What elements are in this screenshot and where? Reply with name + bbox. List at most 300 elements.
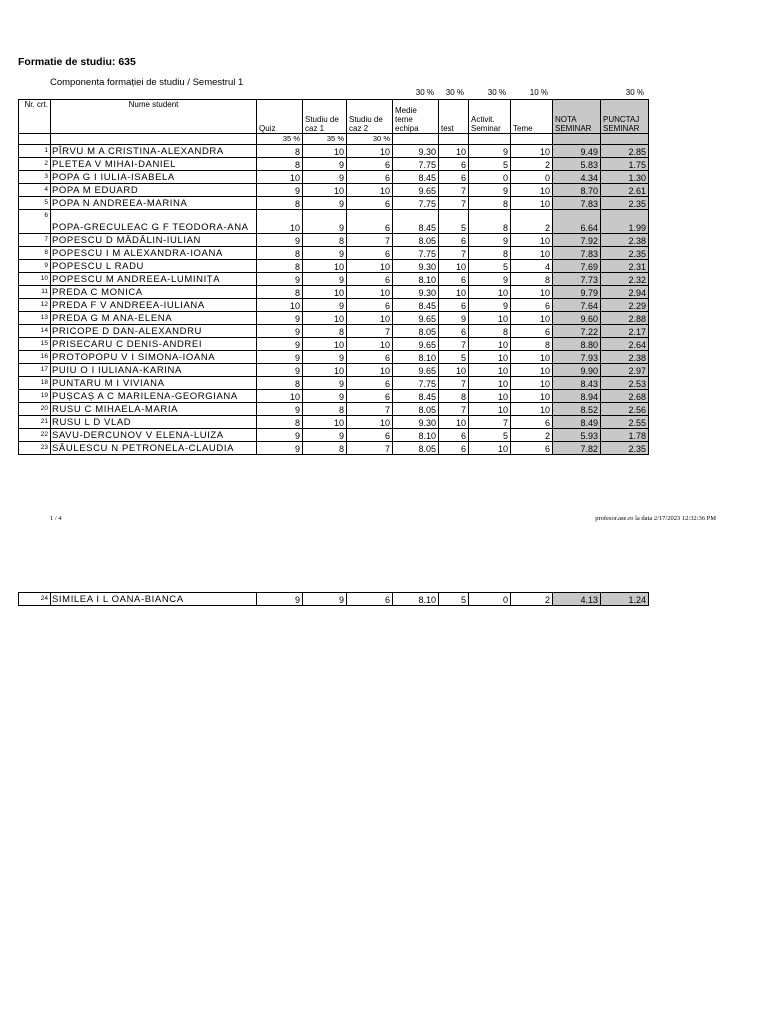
table-row (19, 442, 649, 455)
cell-caz2: 7 (347, 403, 393, 416)
student-name: POPESCU L RADU (51, 260, 257, 273)
table-row (19, 377, 649, 390)
row-number: 14 (19, 325, 51, 338)
cell-punctaj: 2.29 (601, 299, 649, 312)
cell-quiz: 10 (257, 210, 303, 234)
cell-nota: 5.83 (553, 158, 601, 171)
cell-punctaj: 2.88 (601, 312, 649, 325)
cell-nota: 6.64 (553, 210, 601, 234)
student-name: PRISECARU C DENIS-ANDREI (51, 338, 257, 351)
cell-medie: 8.45 (393, 171, 439, 184)
pct-caz2: 30 % (347, 134, 393, 145)
row-number: 23 (19, 442, 51, 455)
cell-punctaj: 1.75 (601, 158, 649, 171)
cell-activ: 5 (469, 429, 511, 442)
cell-activ: 8 (469, 247, 511, 260)
cell-quiz: 10 (257, 390, 303, 403)
weight-test: 30 % (445, 88, 464, 97)
weight-activ: 30 % (487, 88, 506, 97)
cell-nota: 4.13 (553, 593, 601, 606)
cell-teme: 10 (511, 247, 553, 260)
row-number: 20 (19, 403, 51, 416)
cell-teme: 6 (511, 325, 553, 338)
student-name: PUNTARU M I VIVIANA (51, 377, 257, 390)
cell-caz2: 10 (347, 145, 393, 158)
header-nr: Nr. crt. (19, 100, 51, 134)
cell-punctaj: 1.30 (601, 171, 649, 184)
weight-punctaj: 30 % (625, 88, 644, 97)
cell-caz1: 8 (303, 234, 347, 247)
cell-activ: 10 (469, 390, 511, 403)
cell-punctaj: 2.61 (601, 184, 649, 197)
cell-caz1: 9 (303, 273, 347, 286)
cell-activ: 9 (469, 184, 511, 197)
student-name: POPA G I IULIA-ISABELA (51, 171, 257, 184)
cell-nota: 8.49 (553, 416, 601, 429)
pct-empty (469, 134, 511, 145)
cell-caz2: 6 (347, 377, 393, 390)
cell-teme: 6 (511, 416, 553, 429)
cell-nota: 8.52 (553, 403, 601, 416)
cell-activ: 10 (469, 351, 511, 364)
pct-empty (439, 134, 469, 145)
cell-test: 6 (439, 442, 469, 455)
student-name: POPESCU I M ALEXANDRA-IOANA (51, 247, 257, 260)
row-number: 5 (19, 197, 51, 210)
cell-medie: 9.65 (393, 338, 439, 351)
cell-quiz: 9 (257, 593, 303, 606)
student-name: RUSU C MIHAELA-MARIA (51, 403, 257, 416)
pct-caz1: 35 % (303, 134, 347, 145)
cell-activ: 9 (469, 234, 511, 247)
cell-teme: 10 (511, 197, 553, 210)
cell-quiz: 8 (257, 286, 303, 299)
cell-activ: 0 (469, 593, 511, 606)
table-row (19, 260, 649, 273)
pct-empty (601, 134, 649, 145)
student-name: PREDA C MONICA (51, 286, 257, 299)
cell-caz1: 9 (303, 377, 347, 390)
cell-caz1: 9 (303, 390, 347, 403)
cell-medie: 8.05 (393, 325, 439, 338)
cell-caz1: 9 (303, 429, 347, 442)
cell-nota: 9.79 (553, 286, 601, 299)
cell-caz2: 7 (347, 325, 393, 338)
row-number: 1 (19, 145, 51, 158)
table-row (19, 429, 649, 442)
cell-caz1: 9 (303, 197, 347, 210)
cell-caz1: 9 (303, 158, 347, 171)
cell-punctaj: 1.99 (601, 210, 649, 234)
cell-test: 10 (439, 260, 469, 273)
header-activ: Activit. Seminar (469, 100, 511, 134)
table-row (19, 416, 649, 429)
cell-punctaj: 2.94 (601, 286, 649, 299)
header-nota: NOTA SEMINAR (553, 100, 601, 134)
cell-caz2: 10 (347, 312, 393, 325)
cell-punctaj: 2.85 (601, 145, 649, 158)
weight-teme: 10 % (529, 88, 548, 97)
cell-quiz: 9 (257, 312, 303, 325)
cell-nota: 7.93 (553, 351, 601, 364)
cell-caz1: 10 (303, 184, 347, 197)
header-quiz: Quiz (257, 100, 303, 134)
row-number: 6 (19, 210, 51, 234)
cell-quiz: 8 (257, 247, 303, 260)
student-name: POPA-GRECULEAC G F TEODORA-ANA (51, 210, 257, 234)
cell-test: 6 (439, 158, 469, 171)
cell-caz1: 10 (303, 416, 347, 429)
cell-caz2: 7 (347, 234, 393, 247)
cell-caz1: 9 (303, 299, 347, 312)
cell-test: 9 (439, 312, 469, 325)
table-body-continued (19, 593, 649, 606)
cell-punctaj: 1.24 (601, 593, 649, 606)
cell-nota: 7.69 (553, 260, 601, 273)
cell-medie: 8.10 (393, 351, 439, 364)
table-row (19, 299, 649, 312)
row-number: 17 (19, 364, 51, 377)
cell-caz2: 7 (347, 442, 393, 455)
cell-punctaj: 2.56 (601, 403, 649, 416)
student-name: POPA M EDUARD (51, 184, 257, 197)
cell-punctaj: 2.38 (601, 234, 649, 247)
table-row (19, 364, 649, 377)
student-name: PRICOPE D DAN-ALEXANDRU (51, 325, 257, 338)
table-row (19, 171, 649, 184)
cell-punctaj: 2.35 (601, 247, 649, 260)
table-row (19, 210, 649, 234)
cell-activ: 10 (469, 286, 511, 299)
cell-caz1: 10 (303, 260, 347, 273)
cell-quiz: 10 (257, 299, 303, 312)
cell-activ: 8 (469, 325, 511, 338)
student-name: SAVU-DERCUNOV V ELENA-LUIZA (51, 429, 257, 442)
cell-medie: 8.45 (393, 210, 439, 234)
cell-caz2: 10 (347, 364, 393, 377)
cell-test: 6 (439, 299, 469, 312)
cell-nota: 9.49 (553, 145, 601, 158)
cell-quiz: 9 (257, 338, 303, 351)
cell-activ: 5 (469, 158, 511, 171)
cell-nota: 7.92 (553, 234, 601, 247)
cell-test: 6 (439, 429, 469, 442)
cell-caz2: 10 (347, 260, 393, 273)
cell-caz1: 8 (303, 403, 347, 416)
cell-punctaj: 1.78 (601, 429, 649, 442)
cell-test: 7 (439, 184, 469, 197)
cell-quiz: 9 (257, 273, 303, 286)
percent-row (19, 134, 649, 145)
page-subtitle: Componenta formației de studiu / Semestrul 1 (50, 77, 244, 88)
table-row (19, 593, 649, 606)
page-number: 1 / 4 (50, 515, 62, 522)
header-punctaj: PUNCTAJ SEMINAR (601, 100, 649, 134)
cell-teme: 10 (511, 403, 553, 416)
row-number: 12 (19, 299, 51, 312)
cell-test: 5 (439, 593, 469, 606)
row-number: 15 (19, 338, 51, 351)
cell-medie: 9.30 (393, 286, 439, 299)
cell-teme: 10 (511, 390, 553, 403)
cell-caz2: 6 (347, 171, 393, 184)
cell-teme: 10 (511, 312, 553, 325)
cell-test: 5 (439, 210, 469, 234)
cell-test: 6 (439, 234, 469, 247)
cell-punctaj: 2.68 (601, 390, 649, 403)
cell-nota: 8.70 (553, 184, 601, 197)
cell-caz2: 6 (347, 273, 393, 286)
student-name: PLETEA V MIHAI-DANIEL (51, 158, 257, 171)
header-row (19, 100, 649, 134)
cell-test: 10 (439, 364, 469, 377)
cell-punctaj: 2.35 (601, 442, 649, 455)
weight-medie: 30 % (415, 88, 434, 97)
cell-test: 7 (439, 338, 469, 351)
cell-teme: 2 (511, 210, 553, 234)
cell-caz2: 10 (347, 184, 393, 197)
cell-nota: 9.90 (553, 364, 601, 377)
cell-nota: 8.43 (553, 377, 601, 390)
student-name: RUSU L D VLAD (51, 416, 257, 429)
cell-test: 8 (439, 390, 469, 403)
cell-nota: 4.34 (553, 171, 601, 184)
cell-teme: 0 (511, 171, 553, 184)
cell-medie: 8.10 (393, 429, 439, 442)
table-row (19, 390, 649, 403)
cell-test: 10 (439, 145, 469, 158)
cell-medie: 9.30 (393, 416, 439, 429)
cell-teme: 4 (511, 260, 553, 273)
grades-table-continued (18, 592, 649, 606)
pct-quiz: 35 % (257, 134, 303, 145)
cell-nota: 8.94 (553, 390, 601, 403)
cell-caz2: 10 (347, 338, 393, 351)
cell-caz1: 9 (303, 171, 347, 184)
student-name: PREDA F V ANDREEA-IULIANA (51, 299, 257, 312)
cell-teme: 10 (511, 351, 553, 364)
cell-quiz: 8 (257, 260, 303, 273)
cell-test: 7 (439, 197, 469, 210)
cell-caz2: 6 (347, 299, 393, 312)
table-row (19, 403, 649, 416)
cell-caz2: 6 (347, 429, 393, 442)
header-medie: Medie teme echipa (393, 100, 439, 134)
student-name: PUȘCAȘ A C MARILENA-GEORGIANA (51, 390, 257, 403)
cell-punctaj: 2.53 (601, 377, 649, 390)
cell-test: 6 (439, 273, 469, 286)
cell-activ: 8 (469, 197, 511, 210)
cell-activ: 9 (469, 273, 511, 286)
cell-medie: 8.45 (393, 299, 439, 312)
cell-caz1: 10 (303, 145, 347, 158)
cell-caz1: 10 (303, 286, 347, 299)
cell-punctaj: 2.64 (601, 338, 649, 351)
cell-teme: 10 (511, 234, 553, 247)
pct-empty (51, 134, 257, 145)
row-number: 18 (19, 377, 51, 390)
student-name: PROTOPOPU V I SIMONA-IOANA (51, 351, 257, 364)
table-row (19, 351, 649, 364)
row-number: 4 (19, 184, 51, 197)
student-name: PÎRVU M A CRISTINA-ALEXANDRA (51, 145, 257, 158)
cell-teme: 10 (511, 286, 553, 299)
cell-caz2: 10 (347, 286, 393, 299)
header-caz1: Studiu de caz 1 (303, 100, 347, 134)
cell-activ: 5 (469, 260, 511, 273)
cell-quiz: 9 (257, 325, 303, 338)
cell-teme: 6 (511, 442, 553, 455)
cell-teme: 2 (511, 593, 553, 606)
table-row (19, 338, 649, 351)
pct-empty (553, 134, 601, 145)
cell-activ: 10 (469, 312, 511, 325)
cell-nota: 8.80 (553, 338, 601, 351)
cell-teme: 10 (511, 377, 553, 390)
cell-test: 6 (439, 171, 469, 184)
cell-activ: 9 (469, 299, 511, 312)
cell-medie: 8.05 (393, 403, 439, 416)
cell-quiz: 9 (257, 442, 303, 455)
cell-test: 7 (439, 377, 469, 390)
cell-medie: 7.75 (393, 158, 439, 171)
cell-teme: 10 (511, 364, 553, 377)
cell-teme: 8 (511, 338, 553, 351)
cell-caz2: 6 (347, 390, 393, 403)
table-row (19, 273, 649, 286)
table-row (19, 325, 649, 338)
pct-empty (393, 134, 439, 145)
cell-activ: 10 (469, 377, 511, 390)
page-title: Formatie de studiu: 635 (18, 56, 136, 68)
cell-caz1: 9 (303, 210, 347, 234)
cell-nota: 7.83 (553, 197, 601, 210)
header-caz2: Studiu de caz 2 (347, 100, 393, 134)
cell-caz1: 8 (303, 442, 347, 455)
cell-medie: 8.10 (393, 593, 439, 606)
cell-medie: 9.65 (393, 184, 439, 197)
cell-medie: 8.45 (393, 390, 439, 403)
header-teme: Teme (511, 100, 553, 134)
row-number: 10 (19, 273, 51, 286)
header-nume: Nume student (51, 100, 257, 134)
cell-teme: 10 (511, 145, 553, 158)
student-name: PREDA G M ANA-ELENA (51, 312, 257, 325)
cell-activ: 10 (469, 338, 511, 351)
cell-medie: 8.05 (393, 442, 439, 455)
grades-table (18, 99, 649, 455)
row-number: 8 (19, 247, 51, 260)
cell-punctaj: 2.55 (601, 416, 649, 429)
cell-caz2: 6 (347, 593, 393, 606)
cell-activ: 9 (469, 145, 511, 158)
cell-caz1: 9 (303, 351, 347, 364)
cell-activ: 0 (469, 171, 511, 184)
cell-nota: 7.83 (553, 247, 601, 260)
row-number: 11 (19, 286, 51, 299)
cell-caz2: 6 (347, 247, 393, 260)
cell-medie: 8.05 (393, 234, 439, 247)
cell-caz1: 10 (303, 338, 347, 351)
cell-nota: 9.60 (553, 312, 601, 325)
cell-caz1: 10 (303, 364, 347, 377)
row-number: 19 (19, 390, 51, 403)
student-name: POPA N ANDREEA-MARINA (51, 197, 257, 210)
cell-quiz: 9 (257, 184, 303, 197)
cell-test: 7 (439, 247, 469, 260)
row-number: 2 (19, 158, 51, 171)
page-source: profesor.ase.ro la data 2/17/2023 12:32:36 PM (595, 515, 716, 522)
cell-medie: 7.75 (393, 247, 439, 260)
table-row (19, 145, 649, 158)
cell-nota: 7.22 (553, 325, 601, 338)
table-row (19, 197, 649, 210)
cell-caz1: 10 (303, 312, 347, 325)
cell-quiz: 8 (257, 158, 303, 171)
row-number: 22 (19, 429, 51, 442)
cell-medie: 7.75 (393, 197, 439, 210)
cell-caz1: 9 (303, 593, 347, 606)
cell-medie: 8.10 (393, 273, 439, 286)
cell-medie: 9.30 (393, 145, 439, 158)
cell-test: 6 (439, 325, 469, 338)
row-number: 16 (19, 351, 51, 364)
table-row (19, 234, 649, 247)
cell-quiz: 9 (257, 429, 303, 442)
cell-caz2: 6 (347, 197, 393, 210)
cell-punctaj: 2.38 (601, 351, 649, 364)
cell-teme: 8 (511, 273, 553, 286)
cell-caz1: 9 (303, 247, 347, 260)
cell-medie: 9.65 (393, 312, 439, 325)
header-test: test (439, 100, 469, 134)
cell-test: 10 (439, 416, 469, 429)
cell-quiz: 8 (257, 416, 303, 429)
cell-nota: 7.64 (553, 299, 601, 312)
cell-punctaj: 2.17 (601, 325, 649, 338)
table-row (19, 286, 649, 299)
cell-quiz: 9 (257, 364, 303, 377)
student-name: PUIU O I IULIANA-KARINA (51, 364, 257, 377)
table-row (19, 312, 649, 325)
row-number: 24 (19, 593, 51, 606)
cell-quiz: 9 (257, 234, 303, 247)
cell-caz2: 6 (347, 351, 393, 364)
table-row (19, 247, 649, 260)
cell-teme: 2 (511, 158, 553, 171)
cell-caz2: 6 (347, 158, 393, 171)
cell-nota: 5.93 (553, 429, 601, 442)
cell-activ: 7 (469, 416, 511, 429)
cell-activ: 10 (469, 403, 511, 416)
cell-quiz: 10 (257, 171, 303, 184)
pct-empty (19, 134, 51, 145)
cell-activ: 10 (469, 364, 511, 377)
cell-medie: 9.65 (393, 364, 439, 377)
cell-test: 7 (439, 403, 469, 416)
pct-empty (511, 134, 553, 145)
cell-caz2: 6 (347, 210, 393, 234)
cell-caz1: 8 (303, 325, 347, 338)
cell-test: 10 (439, 286, 469, 299)
cell-teme: 10 (511, 184, 553, 197)
cell-punctaj: 2.31 (601, 260, 649, 273)
student-name: POPESCU M ANDREEA-LUMINIȚA (51, 273, 257, 286)
table-row (19, 184, 649, 197)
cell-quiz: 8 (257, 197, 303, 210)
cell-teme: 6 (511, 299, 553, 312)
cell-quiz: 9 (257, 351, 303, 364)
